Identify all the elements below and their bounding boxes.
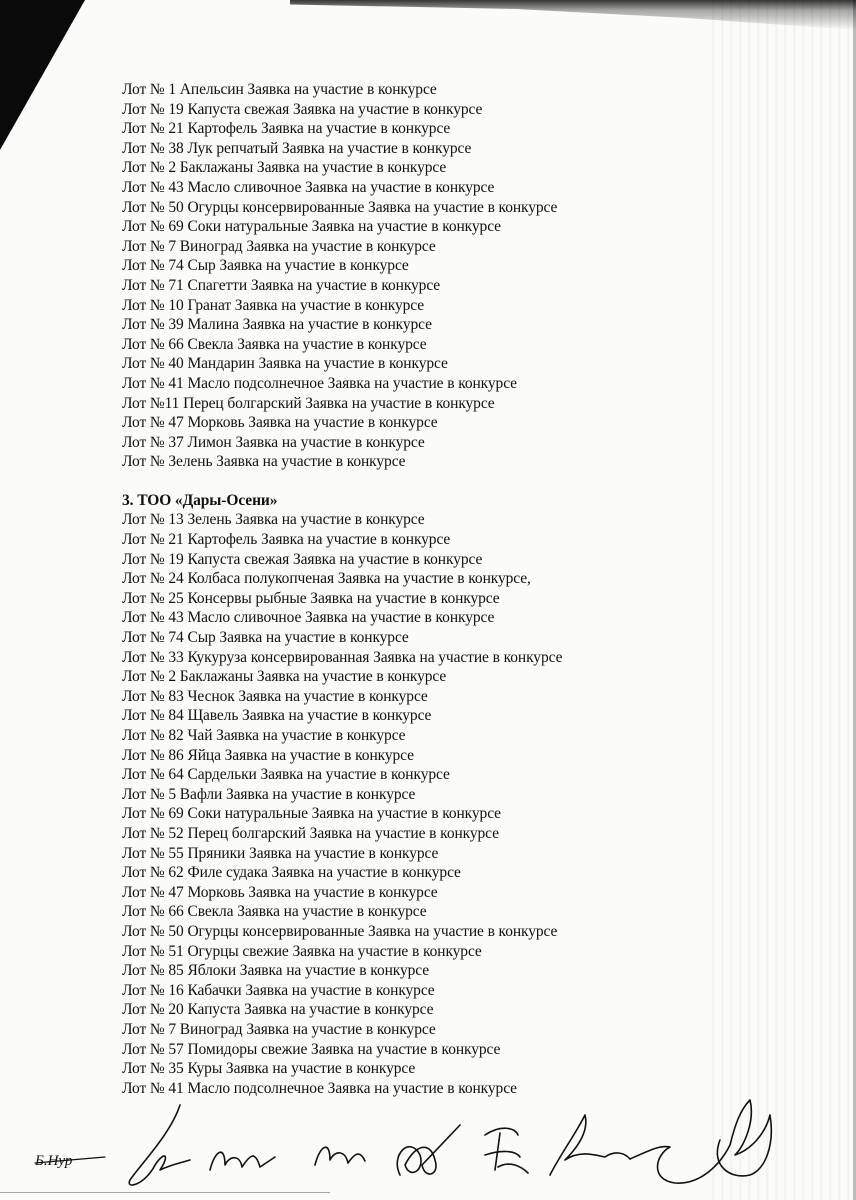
lot-entry: Лот № 2 Баклажаны Заявка на участие в конкурсе: [122, 668, 447, 686]
signature-6: [485, 1128, 528, 1173]
signature-2: [129, 1105, 190, 1185]
scan-corner-artifact: [0, 0, 85, 150]
section-3-lot-list: [122, 510, 722, 1098]
lot-entry: Лот № 69 Соки натуральные Заявка на участие в конкурсе: [122, 805, 501, 823]
signatures-row: [30, 1095, 830, 1195]
lot-entry: Лот № 38 Лук репчатый Заявка на участие в конкурсе: [122, 139, 472, 157]
lot-entry: Лот № 62 Филе судака Заявка на участие в конкурсе: [122, 864, 461, 882]
lot-entry: Лот № 85 Яблоки Заявка на участие в конкурсе: [122, 962, 430, 980]
lot-entry: Лот № 41 Масло подсолнечное Заявка на участие в конкурсе: [122, 374, 517, 392]
signature-7: [550, 1115, 630, 1175]
lot-entry: Лот № 74 Сыр Заявка на участие в конкурсе: [122, 257, 409, 275]
signature-8: [630, 1100, 771, 1183]
lot-entry: Лот № 19 Капуста свежая Заявка на участие в конкурсе: [122, 550, 483, 568]
section-3-heading: 3. ТОО «Дары-Осени»: [122, 491, 278, 509]
lot-entry: Лот № 66 Свекла Заявка на участие в конкурсе: [122, 903, 427, 921]
lot-entry: Лот № 47 Морковь Заявка на участие в конкурсе: [122, 883, 438, 901]
signature-1: [34, 1153, 105, 1169]
lot-entry: Лот № 37 Лимон Заявка на участие в конкурсе: [122, 433, 425, 451]
lot-entry: Лот № 55 Пряники Заявка на участие в конкурсе: [122, 844, 439, 862]
lot-entry: Лот № 7 Виноград Заявка на участие в конкурсе: [122, 237, 436, 255]
lot-entry: Лот № 2 Баклажаны Заявка на участие в конкурсе: [122, 159, 447, 177]
lot-entry: Лот № 71 Спагетти Заявка на участие в конкурсе: [122, 276, 441, 294]
lot-entry: Лот № 74 Сыр Заявка на участие в конкурсе: [122, 629, 409, 647]
lot-entry: Лот № Зелень Заявка на участие в конкурсе: [122, 453, 406, 471]
section-2-lot-list: [122, 80, 722, 472]
lot-entry: Лот № 33 Кукуруза консервированная Заявка на участие в конкурсе: [122, 648, 563, 666]
lot-entry: Лот № 86 Яйца Заявка на участие в конкурсе: [122, 746, 414, 764]
lot-entry: Лот № 1 Апельсин Заявка на участие в конкурсе: [122, 81, 437, 98]
lot-entry: Лот №11 Перец болгарский Заявка на участие в конкурсе: [122, 394, 495, 412]
lot-entry: Лот № 69 Соки натуральные Заявка на участие в конкурсе: [122, 218, 501, 236]
lot-entry: Лот № 21 Картофель Заявка на участие в конкурсе: [122, 531, 451, 549]
lot-entry: Лот № 10 Гранат Заявка на участие в конкурсе: [122, 296, 425, 314]
signature-5: [397, 1125, 460, 1175]
lot-entry: Лот № 41 Масло подсолнечное Заявка на участие в конкурсе: [122, 1079, 517, 1097]
signature-3: [210, 1152, 275, 1170]
lot-entry: Лот № 40 Мандарин Заявка на участие в конкурсе: [122, 355, 448, 373]
lot-entry: Лот № 43 Масло сливочное Заявка на участие в конкурсе: [122, 609, 495, 627]
lot-entry: Лот № 5 Вафли Заявка на участие в конкурсе: [122, 785, 416, 803]
scan-right-streaks: [706, 0, 856, 1200]
lot-entry: Лот № 51 Огурцы свежие Заявка на участие в конкурсе: [122, 942, 482, 960]
lot-entry: Лот № 13 Зелень Заявка на участие в конкурсе: [122, 511, 425, 529]
signature-initials: Б.Нур: [35, 1153, 73, 1169]
lot-entry: Лот № 20 Капуста Заявка на участие в конкурсе: [122, 1001, 434, 1019]
lot-entry: Лот № 19 Капуста свежая Заявка на участие в конкурсе: [122, 100, 483, 118]
lot-entry: Лот № 66 Свекла Заявка на участие в конкурсе: [122, 335, 427, 353]
lot-entry: Лот № 52 Перец болгарский Заявка на участие в конкурсе: [122, 824, 499, 842]
lot-entry: Лот № 43 Масло сливочное Заявка на участие в конкурсе: [122, 178, 495, 196]
lot-entry: Лот № 35 Куры Заявка на участие в конкурсе: [122, 1060, 416, 1078]
lot-entry: Лот № 84 Щавель Заявка на участие в конкурсе: [122, 707, 432, 725]
lot-entry: Лот № 24 Колбаса полукопченая Заявка на участие в конкурсе,: [122, 570, 531, 588]
lot-entry: Лот № 7 Виноград Заявка на участие в конкурсе: [122, 1020, 436, 1038]
lot-entry: Лот № 83 Чеснок Заявка на участие в конкурсе: [122, 687, 428, 705]
lot-entry: Лот № 82 Чай Заявка на участие в конкурсе: [122, 727, 406, 744]
scan-bottom-rule: [0, 1192, 330, 1193]
lot-entry: Лот № 50 Огурцы консервированные Заявка на участие в конкурсе: [122, 922, 558, 940]
signature-4: [315, 1147, 365, 1165]
lot-entry: Лот № 50 Огурцы консервированные Заявка на участие в конкурсе: [122, 198, 558, 216]
lot-entry: Лот № 57 Помидоры свежие Заявка на участие в конкурсе: [122, 1040, 501, 1058]
lot-entry: Лот № 21 Картофель Заявка на участие в конкурсе: [122, 120, 451, 138]
lot-entry: Лот № 64 Сардельки Заявка на участие в конкурсе: [122, 766, 450, 784]
lot-entry: Лот № 47 Морковь Заявка на участие в конкурсе: [122, 414, 438, 432]
lot-entry: Лот № 25 Консервы рыбные Заявка на участие в конкурсе: [122, 589, 500, 607]
lot-entry: Лот № 39 Малина Заявка на участие в конкурсе: [122, 316, 432, 334]
document-body: [122, 80, 722, 1098]
lot-entry: Лот № 16 Кабачки Заявка на участие в конкурсе: [122, 981, 435, 999]
